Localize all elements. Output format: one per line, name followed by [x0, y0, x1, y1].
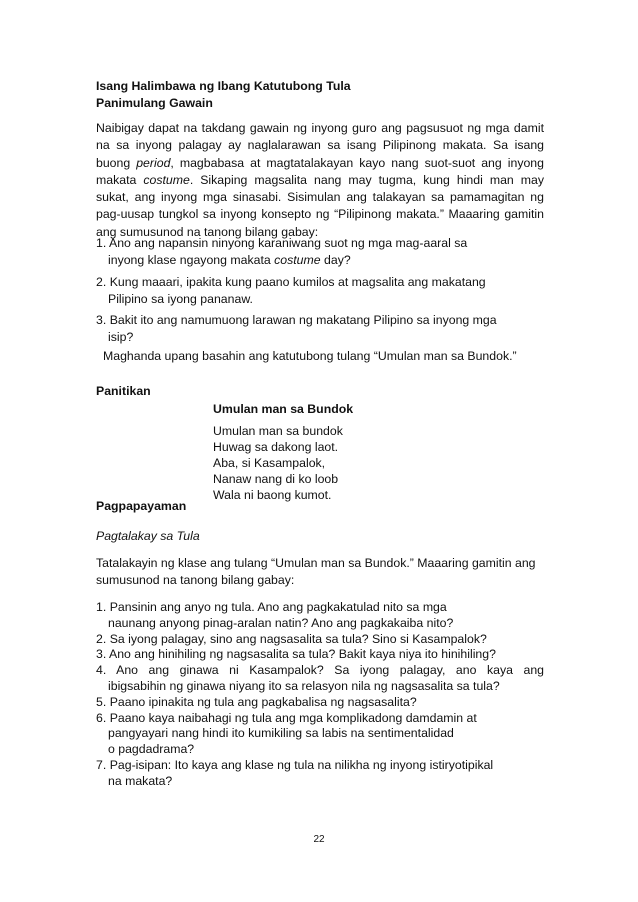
poem — [213, 401, 513, 503]
list-item — [96, 711, 544, 758]
discuss-paragraph: Tatalakayin ng klase ang tulang “Umulan man sa Bundok.” Maaaring gamitin ang sumusunod na tanong bilang gabay: — [96, 556, 536, 587]
intro-text-3: . Sikaping magsalita nang may tugma, kung hindi man may sukat, ang inyong mga sinasabi. Sisimulan ang talakayan sa pamamagitan ng pag-uusap tungkol sa inyong konsepto ng “Pilipinong makata.” Maaaring gamitin ang sumusunod na tanong bilang gabay: — [96, 172, 544, 239]
item-text-cont: isip? — [108, 329, 134, 344]
item-number: 2. — [96, 631, 107, 646]
pagpapayaman-heading: Pagpapayaman — [96, 499, 187, 513]
pagtalakay-heading — [96, 528, 544, 545]
section-title — [96, 78, 544, 111]
page-number: 22 — [313, 834, 325, 845]
item-text: Ano ang hinihiling ng nagsasalita sa tula? Bakit kaya niya ito hinihiling? — [109, 647, 496, 662]
item-text-cont: pangyayari nang hindi ito kumikiling sa labis na sentimentalidad — [108, 726, 454, 741]
item-text: Ano ang napansin ninyong karaniwang suot ng mga mag-aaral sa — [109, 236, 468, 250]
poem-line: Aba, si Kasampalok, — [213, 456, 326, 470]
item-text: Kung maaari, ipakita kung paano kumilos at magsalita ang makatang — [109, 275, 486, 289]
item-number: 7. — [96, 757, 107, 772]
item-text-cont: na makata? — [108, 773, 173, 788]
panitikan-heading: Panitikan — [96, 384, 151, 398]
item-text-cont: Pilipino sa iyong pananaw. — [108, 291, 253, 306]
question-list-1 — [96, 235, 544, 268]
item-text: Pansinin ang anyo ng tula. Ano ang pagkakatulad nito sa mga — [109, 600, 447, 614]
item-number: 1. — [96, 600, 107, 614]
item-text-part: inyong klase ngayong makata — [108, 252, 275, 267]
intro-text-1: Naibigay dapat na takdang gawain ng inyong guro ang pagsusuot ng mga damit na sa inyong palagay ay naglalarawan sa isang Pilipinong makata. Sa isang buong — [96, 121, 544, 170]
list-item — [96, 647, 544, 663]
item-text: Bakit ito ang namumuong larawan ng makatang Pilipino sa inyong mga — [109, 313, 497, 327]
question-3 — [96, 312, 544, 345]
list-item — [96, 600, 544, 632]
list-item — [96, 632, 544, 648]
item-text: Pag-isipan: Ito kaya ang klase ng tula na nilikha ng inyong istiryotipikal — [109, 757, 494, 772]
intro-paragraph — [96, 120, 544, 241]
intro-text-2: , magbabasa at magtatalakayan kayo nang suot-suot ang inyong makata — [96, 155, 544, 187]
subtitle: Panimulang Gawain — [96, 95, 213, 110]
title: Isang Halimbawa ng Ibang Katutubong Tula — [96, 79, 351, 93]
item-text-cont: naunang anyong pinag-aralan natin? Ano ang pagkakaiba nito? — [108, 615, 454, 630]
item-text: Ano ang ginawa ni Kasampalok? Sa iyong palagay, ano kaya ang — [116, 663, 544, 678]
item-text: Paano ipinakita ng tula ang pagkabalisa ng nagsasalita? — [109, 694, 417, 709]
item-text-part: day? — [320, 252, 351, 267]
item-text-cont: o pagdadrama? — [108, 742, 195, 757]
intro-costume: costume — [143, 172, 190, 187]
item-number: 5. — [96, 694, 107, 709]
list-item — [96, 663, 544, 679]
poem-line: Wala ni baong kumot. — [213, 488, 332, 502]
poem-line: Umulan man sa bundok — [213, 424, 343, 438]
item-text-cont: ibigsabihin ng ginawa niyang ito sa relasyon nila ng nagsasalita sa tula? — [108, 678, 500, 693]
item-number: 6. — [96, 710, 107, 725]
intro-period: period — [136, 155, 171, 170]
prepare-text: Maghanda upang basahin ang katutubong tulang “Umulan man sa Bundok.” — [103, 349, 517, 363]
item-number: 3. — [96, 647, 107, 662]
item-number: 2. — [96, 275, 107, 289]
poem-line: Nanaw nang di ko loob — [213, 472, 339, 486]
poem-title: Umulan man sa Bundok — [213, 402, 354, 416]
item-number: 4. — [96, 663, 107, 678]
item-text-em: costume — [274, 252, 321, 267]
question-2 — [96, 274, 544, 307]
item-number: 1. — [96, 236, 107, 250]
list-item — [96, 695, 544, 711]
item-number: 3. — [96, 313, 107, 327]
item-text: Sa iyong palagay, sino ang nagsasalita sa tula? Sino si Kasampalok? — [109, 631, 487, 646]
item-text-cont — [96, 253, 351, 267]
list-item-cont — [96, 679, 544, 695]
poem-line: Huwag sa dakong laot. — [213, 440, 339, 454]
list-item — [96, 758, 544, 790]
item-text: Paano kaya naibahagi ng tula ang mga komplikadong damdamin at — [109, 710, 477, 725]
pagtalakay-text: Pagtalakay sa Tula — [96, 529, 200, 543]
list-item — [96, 235, 544, 268]
question-list-2 — [96, 600, 544, 790]
